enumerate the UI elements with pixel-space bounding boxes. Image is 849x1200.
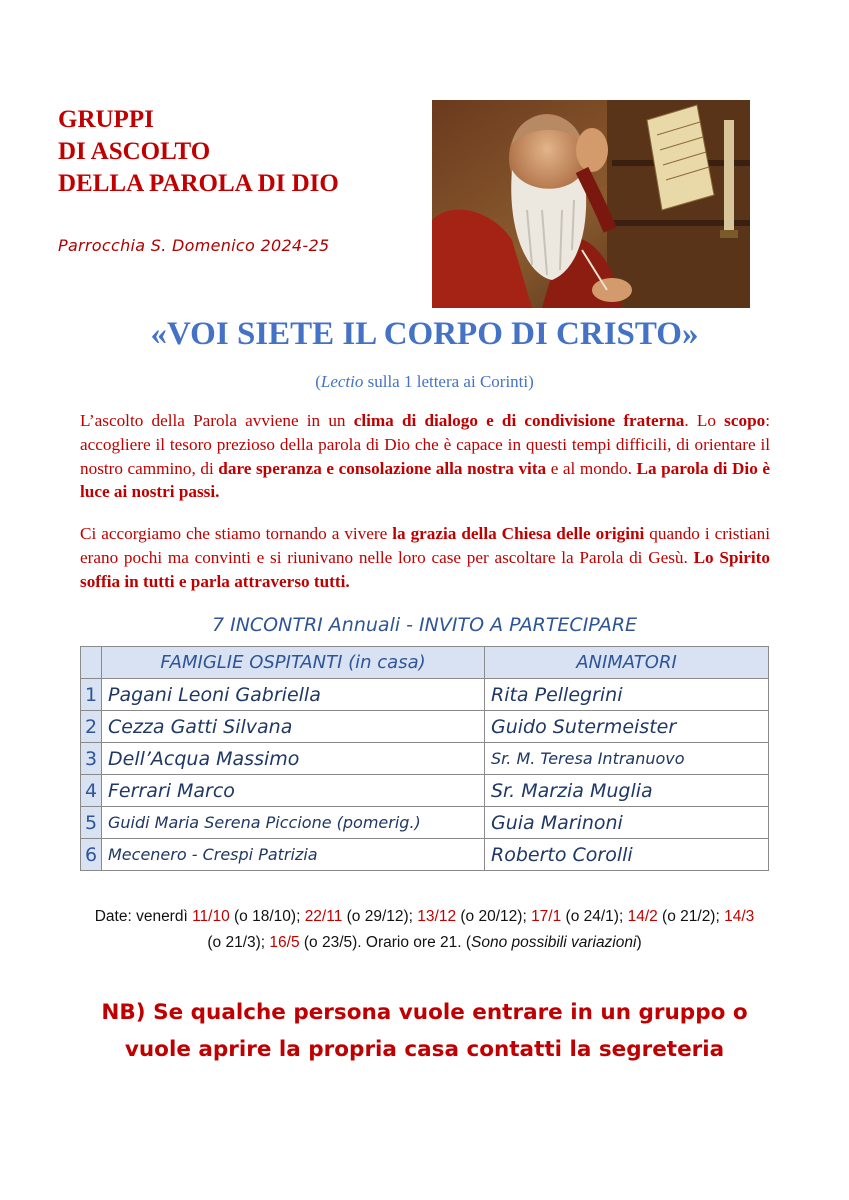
header-animators: ANIMATORI bbox=[485, 647, 769, 679]
nb-notice bbox=[0, 994, 849, 1068]
date-alt: (o 29/12); bbox=[342, 908, 418, 925]
row-number: 1 bbox=[81, 679, 102, 711]
text-span: : accogliere il tesoro prezioso della parola di Dio che è capace in questi tempi difficili, di orientare il nostro cammino, di bbox=[80, 411, 771, 478]
dates-block bbox=[92, 904, 757, 956]
title-line-3: DELLA PAROLA DI DIO bbox=[58, 170, 339, 197]
subtitle-lectio: Lectio bbox=[320, 372, 364, 391]
date-alt: (o 23/5). Orario ore 21. ( bbox=[299, 934, 472, 951]
row-number: 5 bbox=[81, 807, 102, 839]
date-highlight: 14/2 bbox=[627, 908, 658, 925]
second-paragraph bbox=[80, 522, 770, 593]
dates-note: Sono possibili variazioni bbox=[471, 934, 637, 951]
nb-line-1: NB) Se qualche persona vuole entrare in un gruppo o bbox=[101, 1000, 748, 1025]
title-line-2: DI ASCOLTO bbox=[58, 138, 211, 165]
date-alt: (o 18/10); bbox=[229, 908, 305, 925]
dates-label: Date: venerdì bbox=[94, 908, 193, 925]
date-alt: (o 24/1); bbox=[561, 908, 628, 925]
date-alt: (o 21/3); bbox=[207, 934, 270, 951]
table-header-row bbox=[81, 647, 769, 679]
table-row bbox=[81, 839, 769, 871]
date-highlight: 11/10 bbox=[192, 908, 230, 925]
header-num-cell bbox=[81, 647, 102, 679]
date-highlight: 13/12 bbox=[417, 908, 457, 925]
family-cell: Ferrari Marco bbox=[102, 775, 485, 807]
row-number: 3 bbox=[81, 743, 102, 775]
animator-cell: Sr. Marzia Muglia bbox=[485, 775, 769, 807]
animator-cell: Guido Sutermeister bbox=[485, 711, 769, 743]
family-cell: Guidi Maria Serena Piccione (pomerig.) bbox=[102, 807, 485, 839]
saint-jerome-painting bbox=[432, 100, 750, 308]
family-cell: Mecenero - Crespi Patrizia bbox=[102, 839, 485, 871]
bold-span: Lo Spirito soffia in tutti e parla attraverso tutti. bbox=[80, 547, 770, 591]
date-alt: (o 21/2); bbox=[657, 908, 725, 925]
parish-label: Parrocchia S. Domenico 2024-25 bbox=[58, 236, 330, 255]
nb-line-2: vuole aprire la propria casa contatti la segreteria bbox=[124, 1037, 725, 1062]
table-row bbox=[81, 679, 769, 711]
row-number: 2 bbox=[81, 711, 102, 743]
date-highlight: 22/11 bbox=[304, 908, 343, 925]
text-span: Ci accorgiamo che stiamo tornando a vivere bbox=[80, 524, 393, 543]
header-title bbox=[58, 104, 339, 200]
family-cell: Dell’Acqua Massimo bbox=[102, 743, 485, 775]
table-row bbox=[81, 775, 769, 807]
animator-cell: Guia Marinoni bbox=[485, 807, 769, 839]
bold-span: clima di dialogo e di condivisione fraterna bbox=[353, 411, 685, 430]
text-span: e al mondo. bbox=[546, 458, 637, 478]
animator-cell: Sr. M. Teresa Intranuovo bbox=[485, 743, 769, 775]
animator-cell: Roberto Corolli bbox=[485, 839, 769, 871]
date-highlight: 17/1 bbox=[531, 908, 562, 925]
table-row bbox=[81, 743, 769, 775]
date-alt: (o 20/12); bbox=[456, 908, 532, 925]
text-span: L’ascolto della Parola avviene in un bbox=[80, 411, 354, 430]
intro-paragraph bbox=[80, 409, 770, 504]
family-cell: Pagani Leoni Gabriella bbox=[102, 679, 485, 711]
subtitle-rest: sulla 1 lettera ai Corinti) bbox=[363, 372, 534, 391]
family-cell: Cezza Gatti Silvana bbox=[102, 711, 485, 743]
title-line-1: GRUPPI bbox=[58, 106, 154, 133]
subtitle-open: ( bbox=[315, 372, 321, 391]
date-alt: ) bbox=[636, 934, 642, 951]
groups-table bbox=[80, 646, 769, 871]
date-highlight: 14/3 bbox=[724, 908, 755, 925]
table-row bbox=[81, 807, 769, 839]
row-number: 4 bbox=[81, 775, 102, 807]
subtitle bbox=[0, 372, 849, 392]
table-row bbox=[81, 711, 769, 743]
row-number: 6 bbox=[81, 839, 102, 871]
header-families: FAMIGLIE OSPITANTI (in casa) bbox=[102, 647, 485, 679]
meetings-title: 7 INCONTRI Annuali - INVITO A PARTECIPARE bbox=[211, 614, 638, 636]
text-span: . Lo bbox=[684, 411, 725, 430]
main-title: «VOI SIETE IL CORPO DI CRISTO» bbox=[150, 316, 699, 352]
text-span: quando i cristiani erano pochi ma convinti e si riunivano nelle loro case per ascoltare la Parola di Gesù. bbox=[80, 524, 770, 567]
bold-span: la grazia della Chiesa delle origini bbox=[392, 524, 645, 543]
animator-cell: Rita Pellegrini bbox=[485, 679, 769, 711]
bold-span: scopo bbox=[724, 411, 766, 430]
date-highlight: 16/5 bbox=[269, 934, 300, 951]
bold-span: dare speranza e consolazione alla nostra vita bbox=[218, 458, 547, 478]
bold-span: La parola di Dio è luce ai nostri passi. bbox=[80, 458, 770, 502]
